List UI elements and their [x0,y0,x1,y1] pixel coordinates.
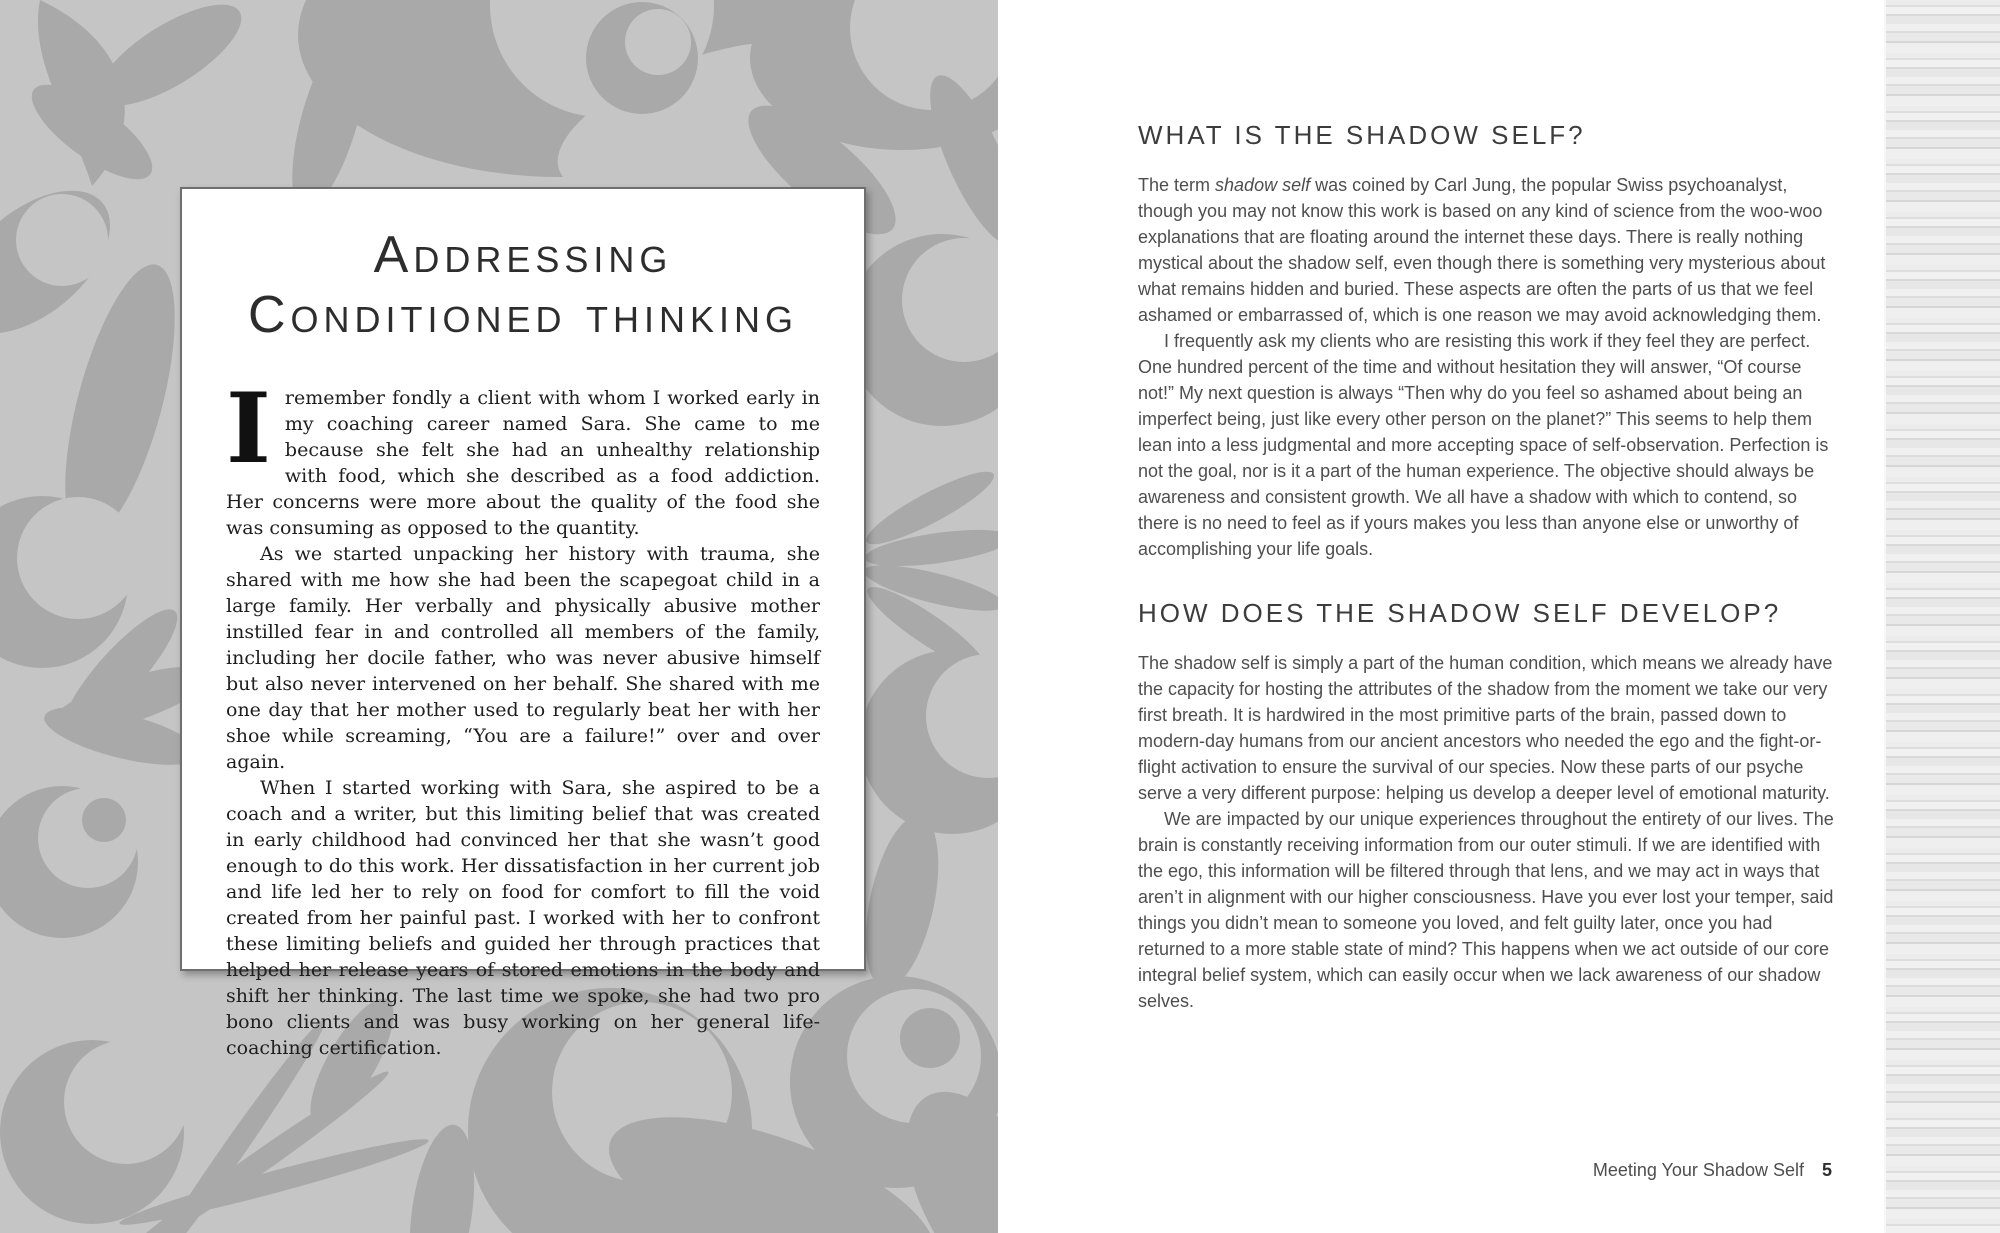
body-paragraph [1138,650,1838,806]
body-paragraph [1138,806,1838,1014]
chapter-paragraph: Iremember fondly a client with whom I worked early in my coaching career named Sara. She came to me because she felt she had an unhealthy relationship with food, which she described as a food addiction. Her concerns were more about the quality of the food she was consuming as opposed to the quantity. [226,372,820,539]
page-footer [1593,1160,1832,1181]
chapter-body [226,372,820,1061]
text-segment: I frequently ask my clients who are resisting this work if they feel they are perfect. One hundred percent of the time and without hesitation they will answer, “Of course not!” My next question is always “Then why do you feel so ashamed about being an imperfect being, just like every other person on the planet?” This seems to help them lean into a less judgmental and more accepting space of self-observation. Perfection is not the goal, nor is it a part of the human experience. The objective should always be awareness and consistent growth. We all have a shadow with which to contend, so there is no need to feel as if yours makes you less than anyone else or unworthy of accomplishing your life goals. [1138,331,1829,559]
body-paragraph [1138,328,1838,562]
text-segment: We are impacted by our unique experiences throughout the entirety of our lives. The brain is constantly receiving information from our outer stimuli. If we are identified with the ego, this information will be filtered through that lens, and we may act in ways that aren’t in alignment with our higher consciousness. Have you ever lost your temper, said things you didn’t mean to someone you loved, and felt guilty later, once you had returned to a more stable state of mind? This happens when we act outside of our core integral belief system, which can easily occur when we lack awareness of our shadow selves. [1138,809,1834,1011]
drop-cap: I [226,372,271,485]
chapter-title-line-1: Addressing [373,226,673,284]
left-page [0,0,998,1233]
chapter-title-line-2: Conditioned thinking [247,286,798,344]
body-paragraph [1138,172,1838,328]
section-heading: WHAT IS THE SHADOW SELF? [1138,120,1586,150]
section-heading: HOW DOES THE SHADOW SELF DEVELOP? [1138,598,1782,628]
text-segment: The shadow self is simply a part of the human condition, which means we already have the capacity for hosting the attributes of the shadow from the moment we take our very first breath. It is hardwired in the most primitive parts of the brain, passed down to modern-day humans from our ancient ancestors who needed the ego and the fight-or-flight activation to ensure the survival of our species. Now these parts of our psyche serve a very different purpose: helping us develop a deeper level of emotional maturity. [1138,653,1833,803]
text-segment: was coined by Carl Jung, the popular Swiss psychoanalyst, though you may not know this work is based on any kind of science from the woo-woo explanations that are floating around the internet these days. There is really nothing mystical about the shadow self, even though there is something very mysterious about what remains hidden and buried. These aspects are often the parts of us that we feel ashamed or embarrassed of, which is one reason we may avoid acknowledging them. [1138,175,1826,325]
right-page-content [1138,120,1838,1014]
chapter-title [226,225,820,345]
chapter-paragraph: As we started unpacking her history with trauma, she shared with me how she had been the scapegoat child in a large family. Her verbally and physically abusive mother instilled fear in and controlled all members of the family, including her docile father, who was never abusive himself but also never intervened on her behalf. She shared with me one day that her mother used to regularly beat her with her shoe while screaming, “You are a failure!” over and over again. [226,543,820,773]
page-number: 5 [1821,1160,1832,1180]
text-segment: The term [1138,175,1216,195]
italic-term: shadow self [1215,175,1311,195]
chapter-card [180,187,866,1059]
page-edge-stripes [1884,0,2000,1233]
running-title: Meeting Your Shadow Self [1592,1160,1804,1180]
chapter-paragraph: When I started working with Sara, she aspired to be a coach and a writer, but this limiting belief that was created in early childhood had convinced her that she wasn’t good enough to do this work. Her dissatisfaction in her current job and life led her to rely on food for comfort to fill the void created from her painful past. I worked with her to confront these limiting beliefs and guided her through practices that helped her release years of stored emotions in the body and shift her thinking. The last time we spoke, she had two pro bono clients and was busy working on her general life-coaching certification. [226,777,820,1059]
right-page [998,0,1884,1233]
